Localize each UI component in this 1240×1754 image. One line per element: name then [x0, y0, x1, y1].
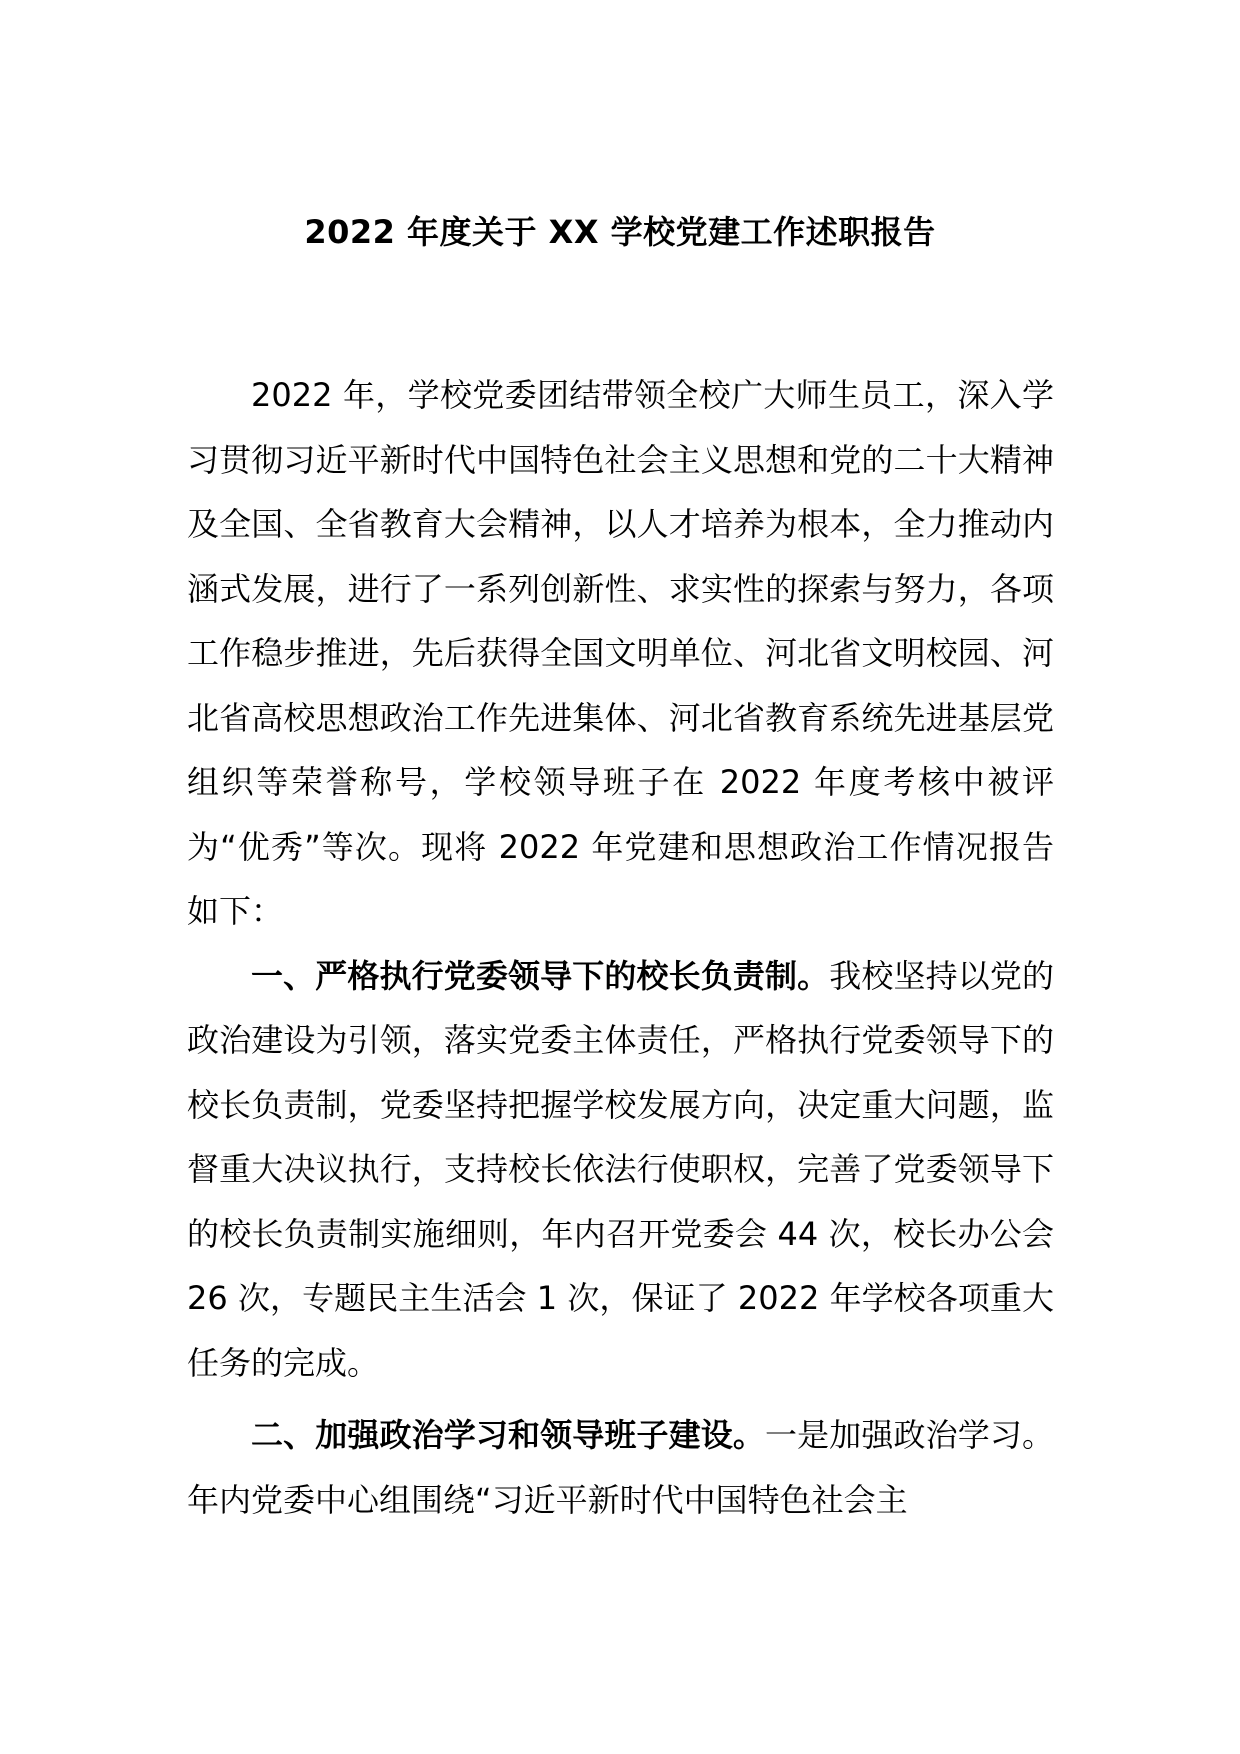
section-1-text: 我校坚持以党的政治建设为引领，落实党委主体责任，严格执行党委领导下的校长负责制，党委坚持把握学校发展方向，决定重大问题，监督重大决议执行，支持校长依法行使职权，完善了党委领导下的校长负责制实施细则，年内召开党委会 44 次，校长办公会 26 次，专题民主生活会 1 次，保证了 2022 年学校各项重大任务的完成。: [187, 956, 1054, 1382]
section-2-text: 一是加强政治学习。年内党委中心组围绕“习近平新时代中国特色社会主: [187, 1416, 1054, 1519]
section-2-paragraph: [187, 1403, 1054, 1532]
intro-paragraph: 2022 年，学校党委团结带领全校广大师生员工，深入学习贯彻习近平新时代中国特色社会主义思想和党的二十大精神及全国、全省教育大会精神，以人才培养为根本，全力推动内涵式发展，进行了一系列创新性、求实性的探索与努力，各项工作稳步推进，先后获得全国文明单位、河北省文明校园、河北省高校思想政治工作先进集体、河北省教育系统先进基层党组织等荣誉称号，学校领导班子在 2022 年度考核中被评为“优秀”等次。现将 2022 年党建和思想政治工作情况报告如下：: [187, 376, 1054, 930]
section-2-heading: 二、加强政治学习和领导班子建设。: [251, 1416, 765, 1454]
section-1-paragraph: [187, 944, 1054, 1396]
section-1-heading: 一、严格执行党委领导下的校长负责制。: [251, 956, 830, 995]
document-title: 2022 年度关于 XX 学校党建工作述职报告: [304, 213, 936, 251]
document-body: [187, 363, 1054, 1532]
